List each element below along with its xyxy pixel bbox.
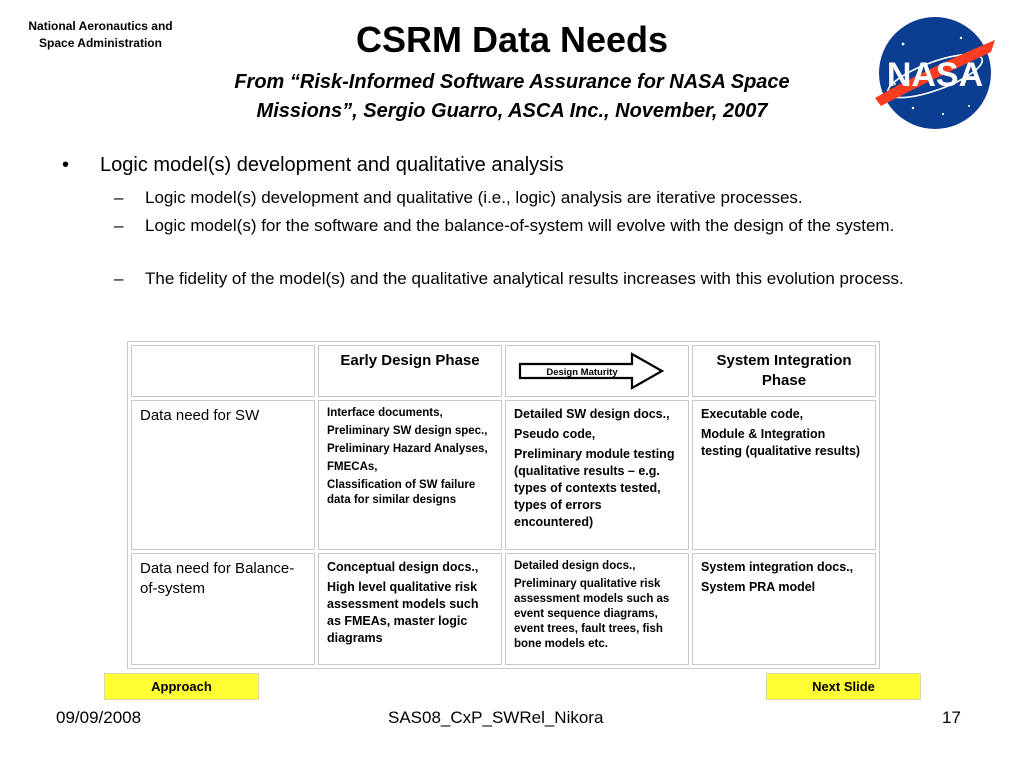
footer-doc-id: SAS08_CxP_SWRel_Nikora — [388, 708, 604, 727]
logo-text: NASA — [886, 56, 984, 94]
footer-date: 09/09/2008 — [56, 708, 142, 727]
nasa-logo-svg — [873, 14, 997, 132]
dash-icon: – — [114, 216, 124, 235]
cell-sw-integration — [692, 400, 876, 550]
table-header-row — [131, 345, 876, 397]
cell-item: System integration docs., — [701, 560, 854, 574]
cell-sw-early — [318, 400, 502, 550]
subtitle-line2: Missions”, Sergio Guarro, ASCA Inc., November, 2007 — [256, 100, 768, 122]
main-bullet — [62, 154, 962, 180]
table-row — [131, 553, 876, 665]
cell-item: High level qualitative risk assessment models such as FMEAs, master logic diagrams — [327, 580, 479, 645]
cell-bos-early — [318, 553, 502, 665]
sub-bullet-3 — [114, 267, 974, 315]
row-label-sw: Data need for SW — [131, 400, 315, 550]
agency-name-line1: National Aeronautics and — [28, 19, 173, 33]
cell-item: Interface documents, — [327, 407, 443, 419]
cell-item: Pseudo code, — [514, 427, 596, 441]
agency-name — [8, 18, 193, 52]
sub-bullet-text: Logic model(s) development and qualitative (i.e., logic) analysis are iterative processes. — [145, 188, 803, 207]
subtitle-line1: From “Risk-Informed Software Assurance for NASA Space — [234, 71, 790, 93]
sub-bullet-2 — [114, 214, 974, 262]
header-early-design: Early Design Phase — [318, 345, 502, 397]
slide-subtitle — [140, 68, 884, 126]
header-empty-cell — [131, 345, 315, 397]
bullet-dot-icon: • — [62, 154, 70, 176]
cell-bos-mid — [505, 553, 689, 665]
header-arrow-cell — [505, 345, 689, 397]
approach-button[interactable]: Approach — [104, 673, 259, 700]
cell-item: Executable code, — [701, 407, 804, 421]
header-system-integration: System Integration Phase — [692, 345, 876, 397]
cell-item: Module & Integration testing (qualitative results) — [701, 427, 861, 458]
cell-item: FMECAs, — [327, 461, 378, 473]
cell-item: System PRA model — [701, 580, 816, 594]
slide-title: CSRM Data Needs — [355, 19, 669, 60]
data-needs-table — [127, 341, 880, 669]
row-label-bos: Data need for Balance-of-system — [131, 553, 315, 665]
cell-item: Classification of SW failure data for similar designs — [327, 479, 476, 506]
nasa-meatball-logo — [873, 14, 997, 132]
dash-icon: – — [114, 269, 124, 288]
cell-item: Conceptual design docs., — [327, 560, 479, 574]
cell-sw-mid — [505, 400, 689, 550]
sub-bullet-text: The fidelity of the model(s) and the qualitative analytical results increases with this evolution process. — [145, 269, 904, 288]
cell-bos-integration — [692, 553, 876, 665]
dash-icon: – — [114, 188, 124, 207]
agency-name-line2: Space Administration — [39, 36, 162, 50]
main-bullet-text: Logic model(s) development and qualitative analysis — [100, 154, 564, 176]
cell-item: Detailed SW design docs., — [514, 407, 670, 421]
footer-page-number: 17 — [942, 708, 961, 727]
table-row — [131, 400, 876, 550]
next-slide-button[interactable]: Next Slide — [766, 673, 921, 700]
right-arrow-icon — [512, 350, 672, 392]
design-maturity-arrow — [512, 350, 682, 392]
sub-bullet-text: Logic model(s) for the software and the balance-of-system will evolve with the design of the system. — [145, 216, 895, 235]
cell-item: Detailed design docs., — [514, 560, 636, 572]
cell-item: Preliminary Hazard Analyses, — [327, 443, 488, 455]
arrow-label: Design Maturity — [546, 367, 618, 378]
cell-item: Preliminary SW design spec., — [327, 425, 488, 437]
cell-item: Preliminary qualitative risk assessment models such as event sequence diagrams, event trees, fault trees, fish bone models etc. — [514, 578, 670, 650]
cell-item: Preliminary module testing (qualitative results – e.g. types of contexts tested, types of errors encountered) — [514, 447, 675, 529]
sub-bullet-1 — [114, 186, 974, 210]
